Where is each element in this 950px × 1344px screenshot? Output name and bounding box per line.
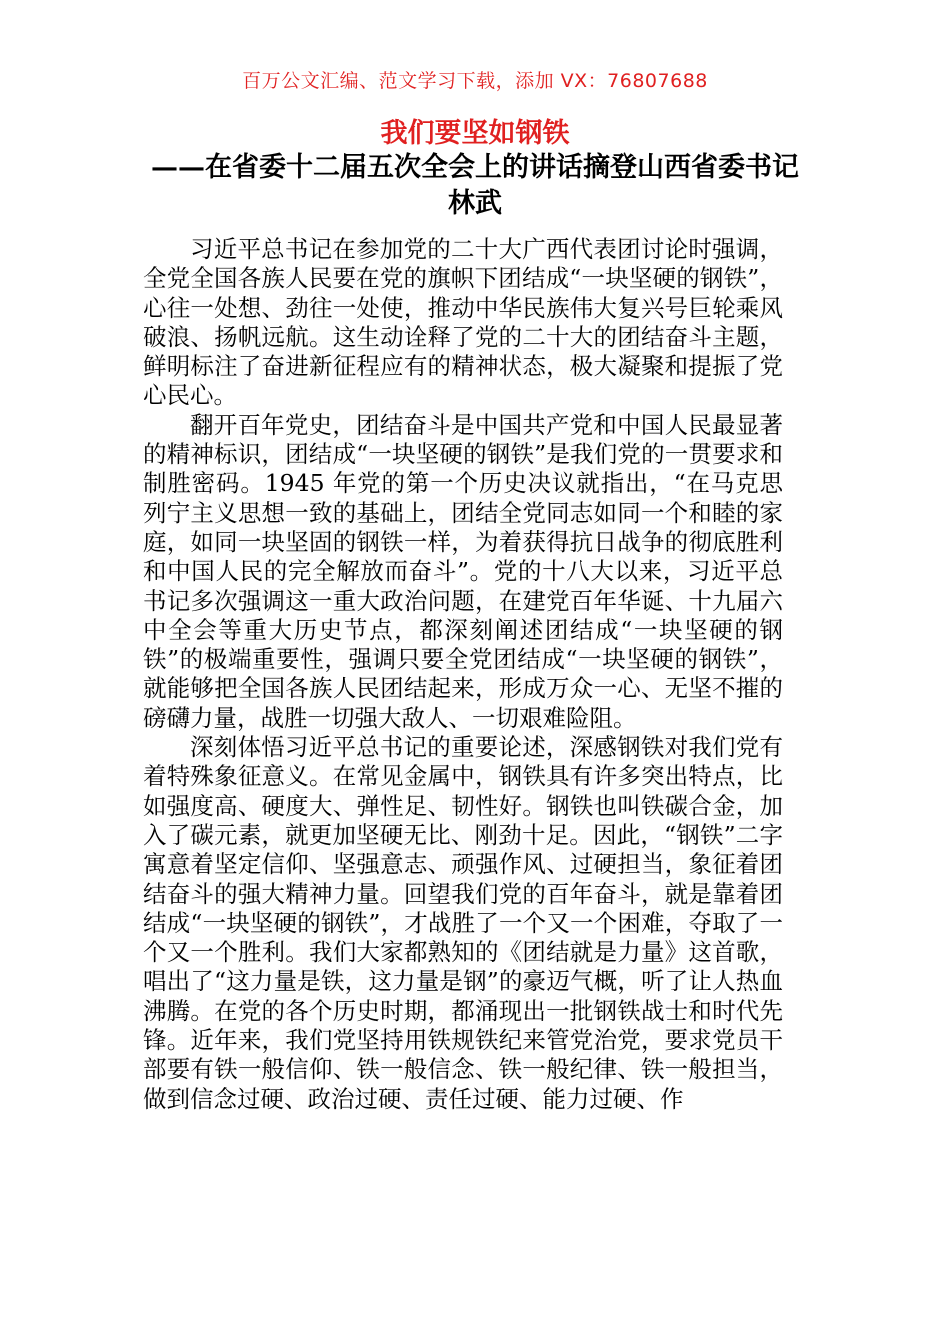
header-banner: 百万公文汇编、范文学习下载，添加 VX：76807688 [242, 70, 708, 92]
paragraph: 翻开百年党史，团结奋斗是中国共产党和中国人民最显著的精神标识，团结成“一块坚硬的钢铁”是我们党的一贯要求和制胜密码。1945 年党的第一个历史决议就指出，“在马克思列宁主义思想一致的基础上，团结全党同志如同一个和睦的家庭，如同一块坚固的钢铁一样，为着获得抗日战争的彻底胜利和中国人民的完全解放而奋斗”。党的十八大以来，习近平总书记多次强调这一重大政治问题，在建党百年华诞、十九届六中全会等重大历史节点，都深刻阐述团结成“一块坚硬的钢铁”的极端重要性，强调只要全党团结成“一块坚硬的钢铁”，就能够把全国各族人民团结起来，形成万众一心、无坚不摧的磅礴力量，战胜一切强大敌人、一切艰难险阻。 [143, 410, 783, 732]
paragraph: 习近平总书记在参加党的二十大广西代表团讨论时强调，全党全国各族人民要在党的旗帜下团结成“一块坚硬的钢铁”，心往一处想、劲往一处使，推动中华民族伟大复兴号巨轮乘风破浪、扬帆远航。这生动诠释了党的二十大的团结奋斗主题，鲜明标注了奋进新征程应有的精神状态，极大凝聚和提振了党心民心。 [143, 235, 783, 410]
article-title: 我们要坚如钢铁 [380, 118, 570, 149]
article-body [143, 235, 783, 1114]
article-subtitle: ——在省委十二届五次全会上的讲话摘登山西省委书记 林武 [151, 152, 853, 219]
paragraph: 深刻体悟习近平总书记的重要论述，深感钢铁对我们党有着特殊象征意义。在常见金属中，钢铁具有许多突出特点，比如强度高、硬度大、弹性足、韧性好。钢铁也叫铁碳合金，加入了碳元素，就更加坚硬无比、刚劲十足。因此，“钢铁”二字寓意着坚定信仰、坚强意志、顽强作风、过硬担当，象征着团结奋斗的强大精神力量。回望我们党的百年奋斗，就是靠着团结成“一块坚硬的钢铁”，才战胜了一个又一个困难，夺取了一个又一个胜利。我们大家都熟知的《团结就是力量》这首歌，唱出了“这力量是铁，这力量是钢”的豪迈气概，听了让人热血沸腾。在党的各个历史时期，都涌现出一批钢铁战士和时代先锋。近年来，我们党坚持用铁规铁纪来管党治党，要求党员干部要有铁一般信仰、铁一般信念、铁一般纪律、铁一般担当，做到信念过硬、政治过硬、责任过硬、能力过硬、作 [143, 733, 783, 1113]
